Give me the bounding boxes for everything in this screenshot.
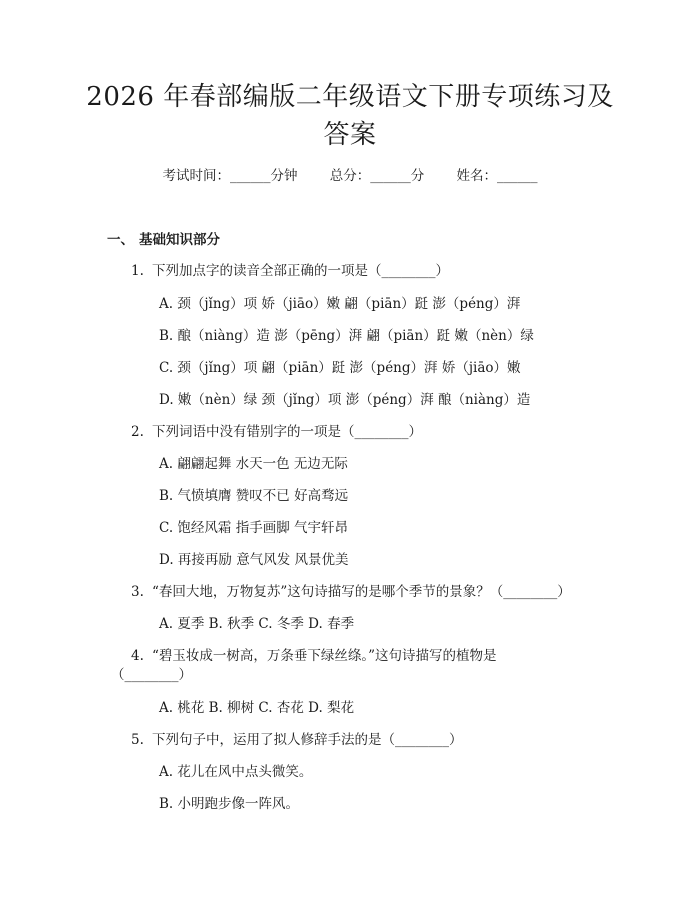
question-2-option-b: B. 气愤填膺 赞叹不已 好高骛远	[159, 488, 349, 504]
question-2-option-d: D. 再接再励 意气风发 风景优美	[159, 552, 349, 568]
question-text: 下列加点字的读音全部正确的一项是（________）	[152, 263, 449, 279]
section-title: 基础知识部分	[139, 232, 220, 248]
question-3	[131, 582, 571, 602]
title-line-2: 答案	[323, 120, 377, 150]
question-5	[131, 730, 463, 750]
question-number: 3.	[131, 584, 144, 600]
exam-meta	[0, 166, 700, 186]
question-5-option-b: B. 小明跑步像一阵风。	[159, 796, 300, 812]
question-1	[131, 261, 449, 281]
exam-time: 考试时间：______分钟	[162, 168, 298, 184]
section-heading	[107, 228, 220, 248]
question-text: 下列句子中，运用了拟人修辞手法的是（________）	[152, 732, 463, 748]
question-2-option-a: A. 翩翩起舞 水天一色 无边无际	[159, 456, 348, 472]
question-number: 4.	[131, 648, 144, 664]
exam-name: 姓名：______	[456, 168, 538, 184]
question-1-option-a: A. 颈（jǐng）项 娇（jiāo）嫩 翩（piān）跹 澎（péng）湃	[159, 296, 521, 312]
question-text: “春回大地，万物复苏”这句诗描写的是哪个季节的景象？（________）	[152, 584, 571, 600]
question-1-option-b: B. 酿（niàng）造 澎（pēng）湃 翩（piān）跹 嫩（nèn）绿	[159, 328, 534, 344]
section-number: 一、	[107, 232, 134, 248]
question-5-option-a: A. 花儿在风中点头微笑。	[159, 764, 313, 780]
question-4-blank: （________）	[111, 667, 192, 683]
question-4	[131, 646, 497, 666]
title-line-1: 2026 年春部编版二年级语文下册专项练习及	[86, 82, 614, 112]
question-2-option-c: C. 饱经风霜 指手画脚 气宇轩昂	[159, 520, 349, 536]
question-number: 5.	[131, 732, 144, 748]
question-4-options: A. 桃花 B. 柳树 C. 杏花 D. 梨花	[159, 700, 355, 716]
question-3-options: A. 夏季 B. 秋季 C. 冬季 D. 春季	[159, 616, 355, 632]
question-1-option-d: D. 嫩（nèn）绿 颈（jǐng）项 澎（péng）湃 酿（niàng）造	[159, 392, 531, 408]
question-text: 下列词语中没有错别字的一项是（________）	[152, 424, 422, 440]
question-number: 1.	[131, 263, 144, 279]
page-title	[60, 78, 640, 154]
exam-total-score: 总分：______分	[329, 168, 425, 184]
question-text: “碧玉妆成一树高，万条垂下绿丝绦。”这句诗描写的植物是	[152, 648, 497, 664]
question-1-option-c: C. 颈（jǐng）项 翩（piān）跹 澎（péng）湃 娇（jiāo）嫩	[159, 360, 521, 376]
question-number: 2.	[131, 424, 144, 440]
question-2	[131, 422, 422, 442]
